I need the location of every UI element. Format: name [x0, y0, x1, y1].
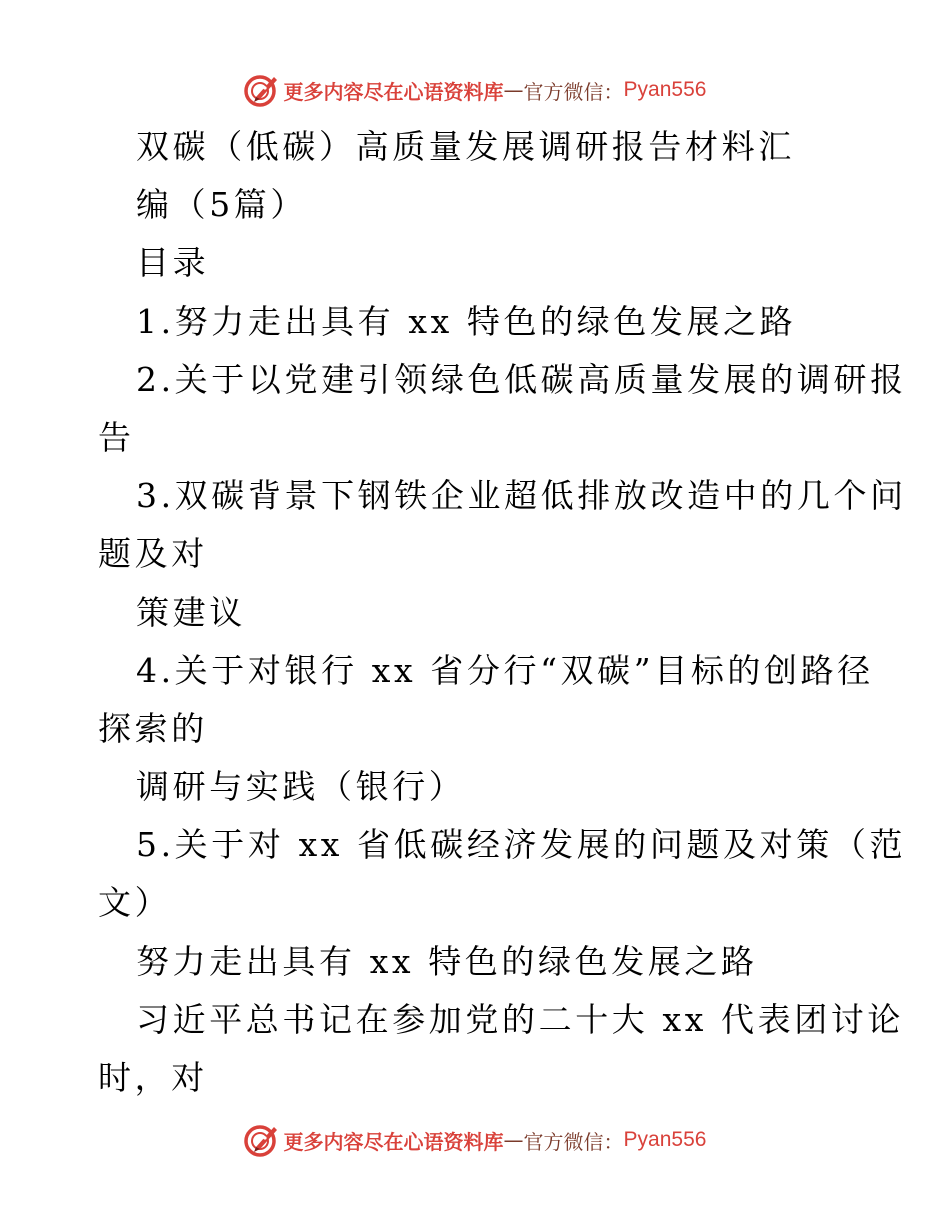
text-line: 探索的	[98, 708, 208, 748]
banner-wechat-label: 官方微信：	[523, 79, 624, 104]
text-line: 调研与实践（银行）	[136, 767, 466, 807]
banner-site-name: 更多内容尽在心语资料库	[283, 1129, 504, 1154]
text-line: 努力走出具有 xx 特色的绿色发展之路	[136, 941, 758, 981]
text-line: 2.关于以党建引领绿色低碳高质量发展的调研报	[136, 359, 907, 399]
red-pen-nib-logo-icon	[244, 72, 280, 108]
banner-dash: —	[503, 1128, 524, 1152]
text-line: 目录	[136, 243, 210, 283]
banner-dash: —	[503, 78, 524, 102]
text-line: 时，对	[98, 1058, 208, 1097]
banner-wechat-label: 官方微信：	[523, 1129, 624, 1154]
header-banner[interactable]	[0, 72, 950, 108]
text-line: 策建议	[136, 592, 246, 632]
document-body	[98, 118, 907, 1107]
text-line: 习近平总书记在参加党的二十大 xx 代表团讨论	[136, 999, 905, 1039]
text-line: 4.关于对银行 xx 省分行“双碳”目标的创路径	[136, 650, 874, 690]
text-line: 题及对	[98, 534, 208, 574]
red-pen-nib-logo-icon	[244, 1122, 280, 1158]
text-line: 5.关于对 xx 省低碳经济发展的问题及对策（范	[136, 825, 907, 865]
text-line: 告	[98, 417, 135, 457]
banner-wechat-id: Pyan556	[623, 78, 707, 101]
text-line: 文）	[98, 883, 172, 923]
text-line: 编（5篇）	[136, 185, 307, 225]
banner-site-name: 更多内容尽在心语资料库	[283, 79, 504, 104]
text-line: 1.努力走出具有 xx 特色的绿色发展之路	[136, 301, 797, 341]
text-line: 3.双碳背景下钢铁企业超低排放改造中的几个问	[136, 476, 907, 516]
footer-banner[interactable]	[0, 1122, 950, 1158]
banner-wechat-id: Pyan556	[623, 1128, 707, 1151]
text-line: 双碳（低碳）高质量发展调研报告材料汇	[136, 127, 795, 166]
